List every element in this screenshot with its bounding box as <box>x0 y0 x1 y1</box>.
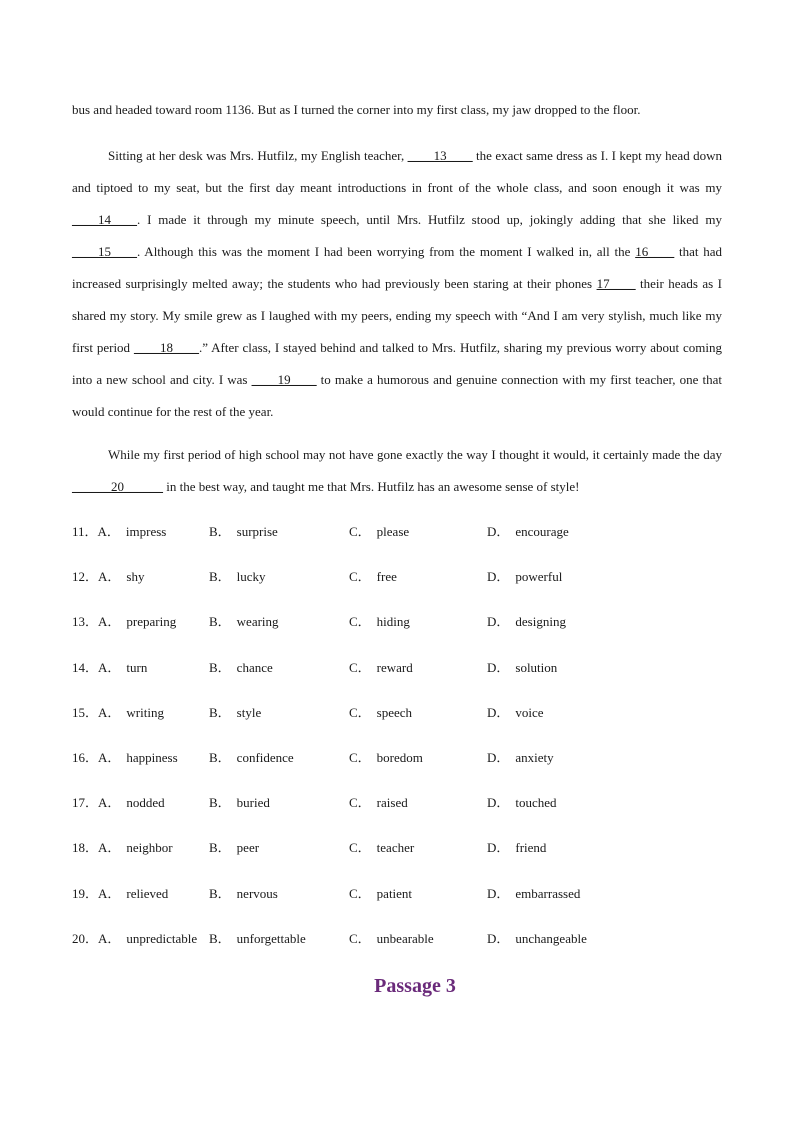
option-letter: D． <box>487 795 510 811</box>
option-c[interactable] <box>349 607 410 637</box>
option-text: preparing <box>126 614 177 630</box>
blank-16: 16____ <box>635 244 675 259</box>
option-text: relieved <box>126 885 169 901</box>
question-number: 19． <box>72 885 99 901</box>
question-number: 17． <box>72 795 99 811</box>
option-d[interactable] <box>487 788 557 818</box>
option-d[interactable] <box>487 562 562 592</box>
option-text: wearing <box>236 614 279 630</box>
text-segment: . I made it through my minute speech, until Mrs. Hutfilz stood up, jokingly adding that she liked my <box>137 212 722 227</box>
option-letter: C． <box>349 569 371 585</box>
option-letter: C． <box>349 524 371 539</box>
option-text: happiness <box>126 749 178 765</box>
option-text: unpredictable <box>126 930 198 946</box>
option-b[interactable] <box>209 562 266 592</box>
option-letter: A． <box>97 524 120 539</box>
question-row <box>72 924 722 969</box>
option-text: turn <box>126 659 148 675</box>
question-row <box>72 698 722 743</box>
question-number: 20． <box>72 930 99 946</box>
option-b[interactable] <box>209 698 261 728</box>
option-letter: D． <box>487 659 510 675</box>
text-segment: the exact same dress as I. I kept my head down and tiptoed to my seat, but the first day meant introductions in front of the whole class, and soon enough it was my <box>72 148 722 195</box>
option-text: unchangeable <box>515 930 587 946</box>
option-letter: C． <box>349 659 371 675</box>
option-text: speech <box>376 704 413 720</box>
option-letter: C． <box>349 795 371 811</box>
page <box>72 0 722 1123</box>
option-text: buried <box>236 795 270 811</box>
option-text: peer <box>236 840 260 856</box>
question-number: 11． <box>72 524 98 539</box>
option-d[interactable] <box>487 517 569 547</box>
option-letter: A． <box>98 749 121 765</box>
option-d[interactable] <box>487 607 566 637</box>
option-text: hiding <box>376 614 410 630</box>
option-text: nodded <box>126 795 165 811</box>
option-b[interactable] <box>209 924 306 954</box>
option-letter: D． <box>487 885 510 901</box>
option-text: surprise <box>236 524 278 539</box>
option-d[interactable] <box>487 879 580 909</box>
option-b[interactable] <box>209 788 270 818</box>
blank-13: ____13____ <box>407 148 473 163</box>
option-c[interactable] <box>349 562 397 592</box>
option-text: patient <box>376 885 413 901</box>
option-letter: C． <box>349 930 371 946</box>
option-c[interactable] <box>349 517 409 547</box>
option-text: free <box>376 569 397 585</box>
option-letter: A． <box>98 704 121 720</box>
option-letter: A． <box>98 569 121 585</box>
option-letter: B． <box>209 524 231 539</box>
option-letter: C． <box>349 614 371 630</box>
option-a[interactable] <box>72 698 164 728</box>
option-letter: B． <box>209 840 231 856</box>
option-c[interactable] <box>349 924 434 954</box>
option-a[interactable] <box>72 924 197 954</box>
option-text: writing <box>126 704 164 720</box>
question-number: 16． <box>72 749 99 765</box>
blank-15: ____15____ <box>72 244 137 259</box>
option-text: neighbor <box>126 840 173 856</box>
option-text: please <box>376 524 410 539</box>
question-row <box>72 653 722 698</box>
option-text: nervous <box>236 885 278 901</box>
option-text: touched <box>515 795 557 811</box>
option-letter: A． <box>98 795 121 811</box>
option-a[interactable] <box>72 833 173 863</box>
option-letter: B． <box>209 795 231 811</box>
blank-17: 17____ <box>596 276 636 291</box>
question-row <box>72 788 722 833</box>
option-letter: D． <box>487 569 510 585</box>
question-row <box>72 879 722 924</box>
option-a[interactable] <box>72 743 178 773</box>
option-letter: D． <box>487 524 510 539</box>
option-text: impress <box>125 524 167 539</box>
option-c[interactable] <box>349 879 412 909</box>
question-number: 14． <box>72 659 99 675</box>
option-text: embarrassed <box>515 885 581 901</box>
option-b[interactable] <box>209 653 273 683</box>
option-text: powerful <box>515 569 563 585</box>
option-a[interactable] <box>72 517 166 547</box>
option-letter: B． <box>209 614 231 630</box>
paragraph-1-text: bus and headed toward room 1136. But as I turned the corner into my first class, my jaw dropped to the floor. <box>72 102 641 117</box>
option-b[interactable] <box>209 833 259 863</box>
option-text: boredom <box>376 749 423 765</box>
option-letter: A． <box>98 614 121 630</box>
text-segment: While my first period of high school may not have gone exactly the way I thought it would, it certainly made the day <box>108 447 722 462</box>
question-number: 18． <box>72 840 99 856</box>
option-c[interactable] <box>349 743 423 773</box>
blank-20: ______20______ <box>72 479 163 494</box>
question-row <box>72 833 722 878</box>
option-a[interactable] <box>72 607 176 637</box>
paragraph-2 <box>72 140 722 428</box>
option-letter: D． <box>487 749 510 765</box>
paragraph-1 <box>72 94 722 126</box>
option-letter: B． <box>209 569 231 585</box>
option-letter: A． <box>98 840 121 856</box>
option-text: friend <box>515 840 547 856</box>
option-letter: A． <box>98 659 121 675</box>
question-number: 15． <box>72 704 99 720</box>
text-segment: that had increased surprisingly melted away; the students who had previously been staring at their phones <box>72 244 722 291</box>
question-row <box>72 517 722 562</box>
option-c[interactable] <box>349 833 414 863</box>
option-letter: B． <box>209 930 231 946</box>
option-text: unforgettable <box>236 930 306 946</box>
question-number: 13． <box>72 614 99 630</box>
option-text: encourage <box>515 524 569 539</box>
option-a[interactable] <box>72 879 168 909</box>
question-row <box>72 607 722 652</box>
option-letter: B． <box>209 749 231 765</box>
option-a[interactable] <box>72 653 147 683</box>
option-d[interactable] <box>487 698 544 728</box>
option-letter: A． <box>98 885 121 901</box>
paragraph-3 <box>72 439 722 503</box>
option-letter: A． <box>98 930 121 946</box>
blank-18: ____18____ <box>133 340 199 355</box>
option-c[interactable] <box>349 788 408 818</box>
option-text: anxiety <box>515 749 554 765</box>
option-letter: B． <box>209 659 231 675</box>
text-segment: to make a humorous and genuine connection with my first teacher, one that would continue for the rest of the year. <box>72 372 722 419</box>
option-text: reward <box>376 659 413 675</box>
option-b[interactable] <box>209 607 279 637</box>
option-letter: C． <box>349 749 371 765</box>
option-letter: D． <box>487 704 510 720</box>
option-text: shy <box>126 569 145 585</box>
question-row <box>72 743 722 788</box>
option-text: lucky <box>236 569 266 585</box>
option-letter: C． <box>349 704 371 720</box>
option-letter: C． <box>349 840 371 856</box>
option-text: confidence <box>236 749 294 765</box>
option-text: solution <box>515 659 558 675</box>
blank-19: ____19____ <box>251 372 317 387</box>
option-text: unbearable <box>376 930 434 946</box>
option-text: teacher <box>376 840 415 856</box>
text-segment: .” After class, I stayed behind and talked to Mrs. Hutfilz, sharing my previous worry about coming into a new school and city. I was <box>72 340 722 387</box>
option-letter: D． <box>487 840 510 856</box>
option-letter: D． <box>487 614 510 630</box>
blank-14: ____14____ <box>72 212 137 227</box>
option-text: voice <box>515 704 544 720</box>
option-b[interactable] <box>209 517 278 547</box>
option-d[interactable] <box>487 833 546 863</box>
option-c[interactable] <box>349 698 412 728</box>
option-a[interactable] <box>72 788 165 818</box>
answer-options-list <box>72 517 722 969</box>
option-b[interactable] <box>209 879 278 909</box>
option-d[interactable] <box>487 743 554 773</box>
text-segment: . Although this was the moment I had been worrying from the moment I walked in, all the <box>137 244 636 259</box>
option-d[interactable] <box>487 924 587 954</box>
text-segment: in the best way, and taught me that Mrs. Hutfilz has an awesome sense of style! <box>163 479 580 494</box>
option-letter: C． <box>349 885 371 901</box>
text-segment: their heads as I shared my story. My smile grew as I laughed with my peers, ending my speech with “And I am very stylish, much like my first period <box>72 276 722 355</box>
option-letter: D． <box>487 930 510 946</box>
option-text: raised <box>376 795 408 811</box>
option-text: chance <box>236 659 273 675</box>
option-d[interactable] <box>487 653 557 683</box>
question-number: 12． <box>72 569 99 585</box>
option-text: style <box>236 704 262 720</box>
question-row <box>72 562 722 607</box>
text-segment: Sitting at her desk was Mrs. Hutfilz, my English teacher, <box>108 148 408 163</box>
option-c[interactable] <box>349 653 413 683</box>
option-letter: B． <box>209 885 231 901</box>
option-a[interactable] <box>72 562 144 592</box>
option-b[interactable] <box>209 743 294 773</box>
option-letter: B． <box>209 704 231 720</box>
option-text: designing <box>515 614 566 630</box>
passage-title: Passage 3 <box>374 975 456 997</box>
